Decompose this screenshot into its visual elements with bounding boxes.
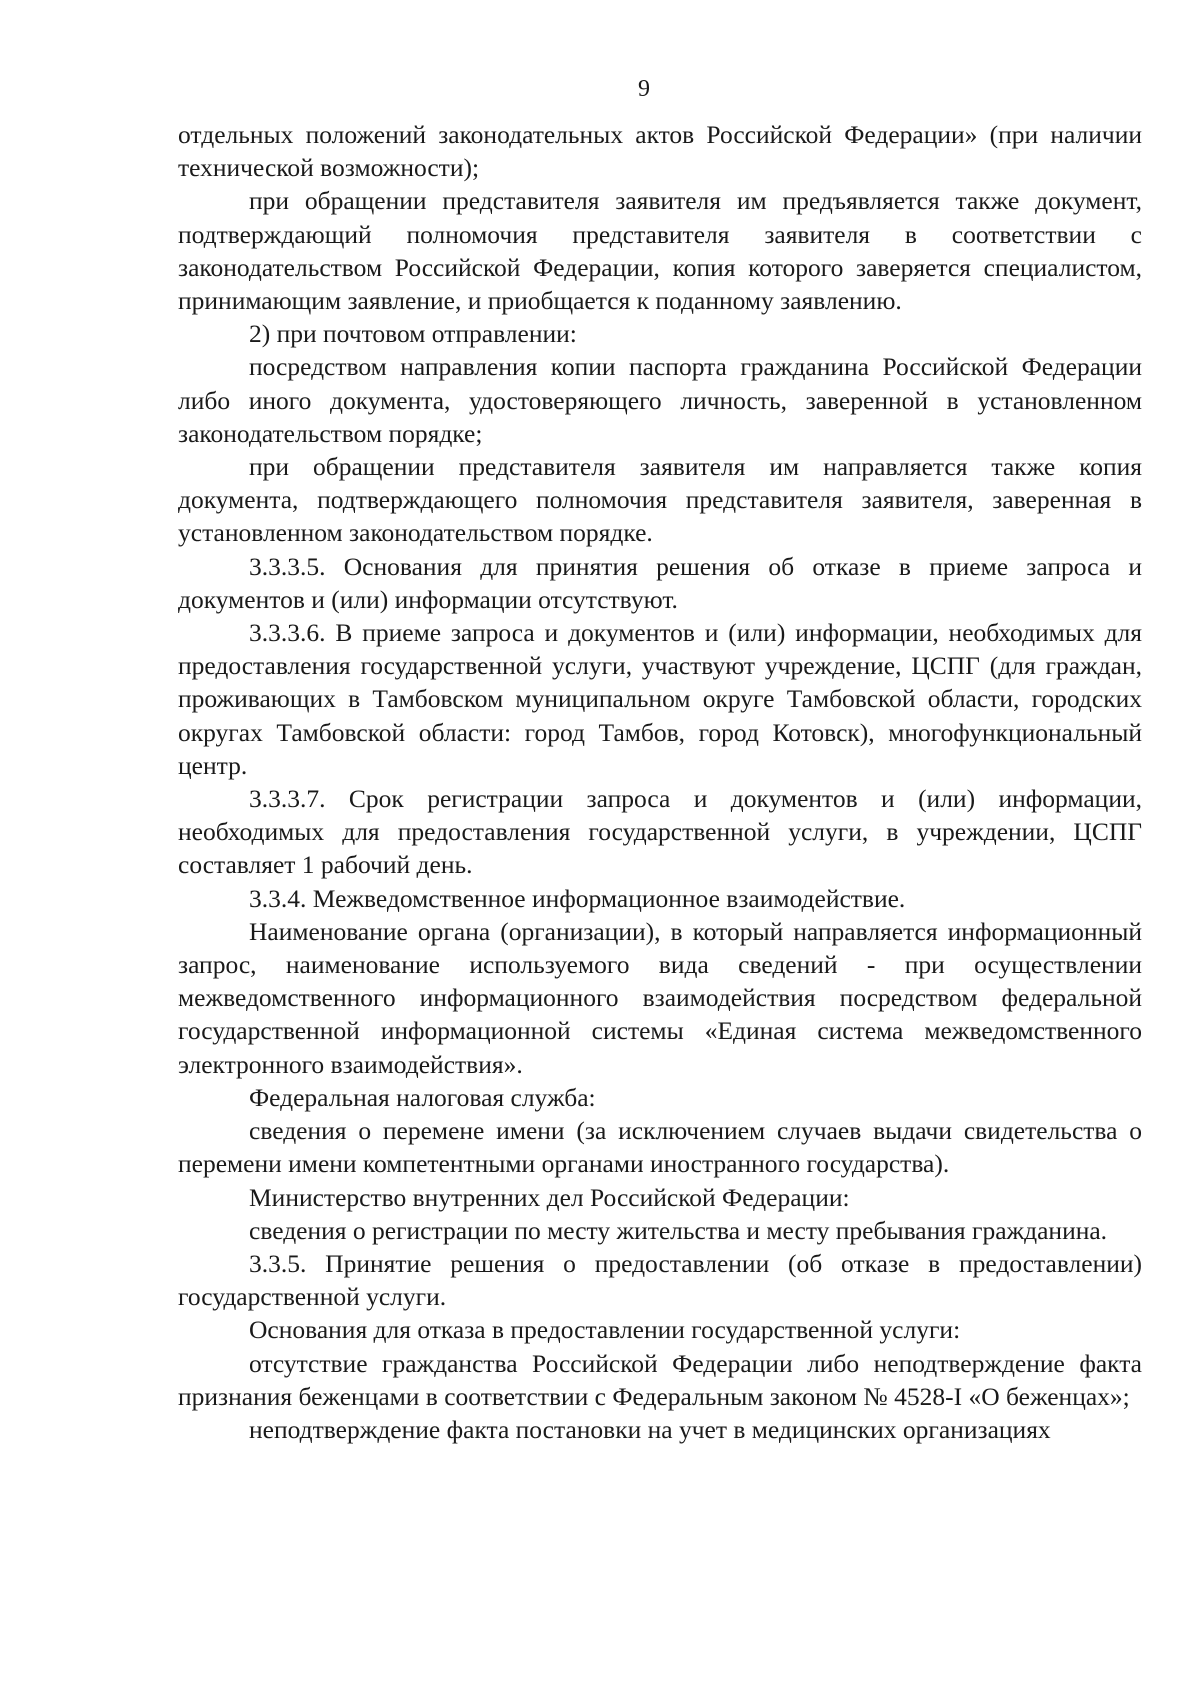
paragraph: 3.3.3.7. Срок регистрации запроса и документов и (или) информации, необходимых для предоставления государственной услуги, в учреждении, ЦСПГ составляет 1 рабочий день. — [178, 784, 1142, 880]
paragraph: при обращении представителя заявителя им предъявляется также документ, подтверждающий полномочия представителя заявителя в соответствии с законодательством Российской Федерации, копия которого заверяется специалистом, принимающим заявление, и приобщается к поданному заявлению. — [178, 186, 1142, 316]
paragraph: отсутствие гражданства Российской Федерации либо неподтверждение факта признания беженцами в соответствии с Федеральным законом № 4528-I «О беженцах»; — [178, 1348, 1142, 1411]
paragraph: Министерство внутренних дел Российской Федерации: — [249, 1182, 850, 1212]
paragraph: Наименование органа (организации), в который направляется информационный запрос, наименование используемого вида сведений - при осуществлении межведомственного информационного взаимодействия посредством федеральной государственной информационной системы «Единая система межведомственного электронного взаимодействия». — [178, 916, 1142, 1079]
paragraph: сведения о регистрации по месту жительства и месту пребывания гражданина. — [249, 1215, 1108, 1245]
paragraph-continuation: отдельных положений законодательных актов Российской Федерации» (при наличии технической возможности); — [178, 120, 1142, 183]
paragraph: посредством направления копии паспорта гражданина Российской Федерации либо иного документа, удостоверяющего личность, заверенной в установленном законодательством порядке; — [178, 352, 1142, 448]
section-heading: 3.3.5. Принятие решения о предоставлении (об отказе в предоставлении) государственной услуги. — [178, 1248, 1142, 1312]
paragraph: сведения о перемене имени (за исключением случаев выдачи свидетельства о перемени имени компетентными органами иностранного государства). — [178, 1116, 1142, 1179]
paragraph: Федеральная налоговая служба: — [249, 1082, 596, 1112]
paragraph: 3.3.3.6. В приеме запроса и документов и (или) информации, необходимых для предоставления государственной услуги, участвуют учреждение, ЦСПГ (для граждан, проживающих в Тамбовском муниципальном округе Тамбовской области, городских округах Тамбовской области: город Тамбов, город Котовск), многофункциональный центр. — [178, 618, 1142, 780]
paragraph: неподтверждение факта постановки на учет в медицинских организациях — [249, 1414, 1051, 1444]
document-body — [178, 118, 1142, 1446]
paragraph: 3.3.3.5. Основания для принятия решения об отказе в приеме запроса и документов и (или) информации отсутствуют. — [178, 551, 1142, 614]
paragraph: 2) при почтовом отправлении: — [249, 319, 577, 349]
paragraph: Основания для отказа в предоставлении государственной услуги: — [249, 1315, 961, 1345]
paragraph: при обращении представителя заявителя им направляется также копия документа, подтверждающего полномочия представителя заявителя, заверенная в установленном законодательством порядке. — [178, 452, 1142, 548]
section-heading: 3.3.4. Межведомственное информационное взаимодействие. — [249, 883, 906, 913]
page-number: 9 — [638, 76, 650, 102]
